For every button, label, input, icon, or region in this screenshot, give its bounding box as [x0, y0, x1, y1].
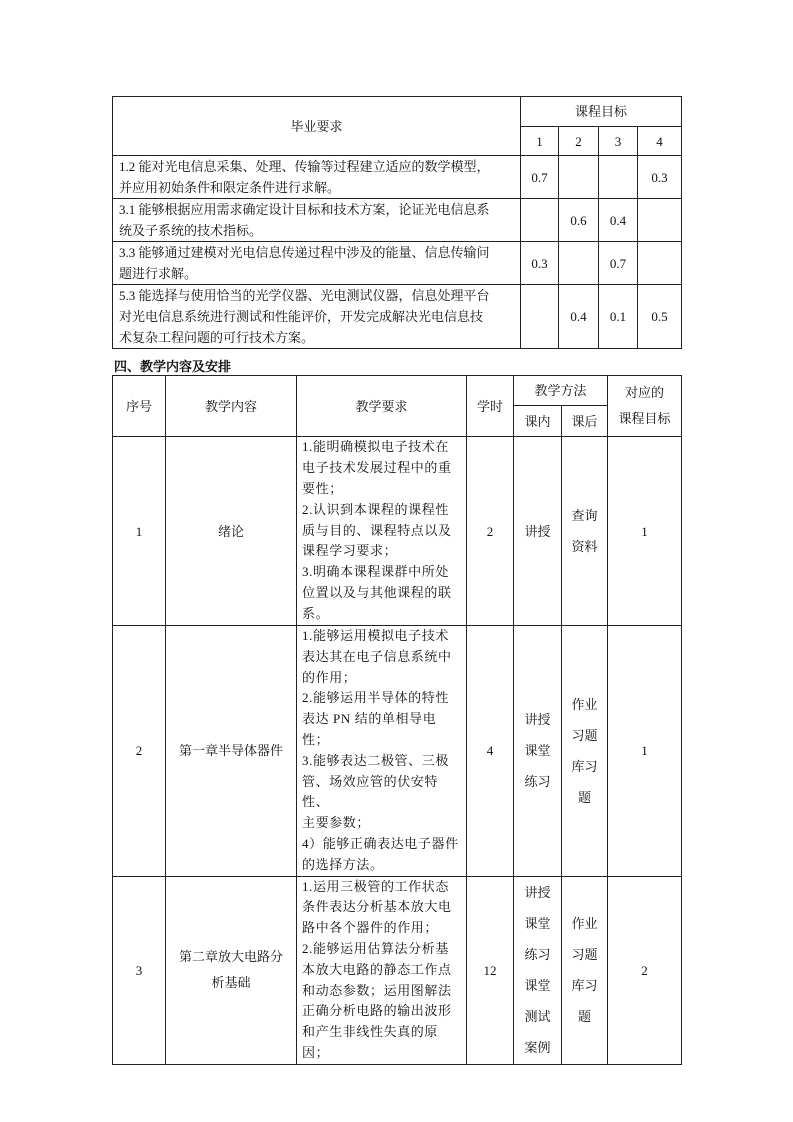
goal-col: 2 — [559, 127, 599, 156]
weight-cell: 0.5 — [638, 285, 682, 349]
header-hours: 学时 — [467, 376, 514, 437]
row-no: 1 — [113, 437, 166, 626]
row-in-class: 讲授 — [514, 437, 562, 626]
weight-cell — [638, 242, 682, 285]
goal-col: 1 — [521, 127, 559, 156]
table-row — [113, 437, 682, 626]
row-goal: 1 — [608, 437, 682, 626]
row-content: 绪论 — [166, 437, 297, 626]
weight-cell: 0.4 — [559, 285, 599, 349]
weight-cell — [559, 242, 599, 285]
row-content: 第二章放大电路分 析基础 — [166, 876, 297, 1064]
row-requirement: 1.运用三极管的工作状态 条件表达分析基本放大电 路中各个器件的作用； 2.能够运用估算法分析基 本放大电路的静态工作点 和动态参数；运用图解法 正确分析电路的输出波形 和产生非线性失真的原 因； — [297, 876, 467, 1064]
row-hours: 4 — [467, 626, 514, 877]
header-course-goal: 课程目标 — [521, 97, 682, 127]
weight-cell: 0.7 — [599, 242, 638, 285]
weight-cell — [521, 199, 559, 242]
table-row — [113, 242, 682, 285]
table-row — [113, 626, 682, 877]
weight-cell: 0.4 — [599, 199, 638, 242]
table-row — [113, 876, 682, 1064]
requirement-text: 5.3 能选择与使用恰当的光学仪器、光电测试仪器，信息处理平台 对光电信息系统进行测试和性能评价，开发完成解决光电信息技 术复杂工程问题的可行技术方案。 — [113, 285, 521, 349]
row-in-class: 讲授 课堂 练习 — [514, 626, 562, 877]
header-requirement: 教学要求 — [297, 376, 467, 437]
table-row — [113, 285, 682, 349]
weight-cell — [638, 199, 682, 242]
row-after-class: 查询 资料 — [562, 437, 608, 626]
requirement-text: 1.2 能对光电信息采集、处理、传输等过程建立适应的数学模型， 并应用初始条件和限定条件进行求解。 — [113, 156, 521, 199]
header-in-class: 课内 — [514, 406, 562, 437]
row-after-class: 作业 习题 库习 题 — [562, 626, 608, 877]
header-goal: 对应的 课程目标 — [608, 376, 682, 437]
teaching-content-table — [112, 375, 682, 1065]
weight-cell: 0.3 — [521, 242, 559, 285]
row-no: 2 — [113, 626, 166, 877]
row-hours: 2 — [467, 437, 514, 626]
header-graduation-requirement: 毕业要求 — [113, 97, 521, 156]
row-no: 3 — [113, 876, 166, 1064]
requirement-text: 3.1 能够根据应用需求确定设计目标和技术方案，论证光电信息系 统及子系统的技术指标。 — [113, 199, 521, 242]
weight-cell — [599, 156, 638, 199]
graduation-requirements-table — [112, 96, 682, 349]
row-content: 第一章半导体器件 — [166, 626, 297, 877]
row-hours: 12 — [467, 876, 514, 1064]
header-content: 教学内容 — [166, 376, 297, 437]
goal-col: 4 — [638, 127, 682, 156]
header-after-class: 课后 — [562, 406, 608, 437]
row-after-class: 作业 习题 库习 题 — [562, 876, 608, 1064]
table-row — [113, 156, 682, 199]
weight-cell: 0.3 — [638, 156, 682, 199]
weight-cell: 0.1 — [599, 285, 638, 349]
weight-cell — [521, 285, 559, 349]
weight-cell: 0.7 — [521, 156, 559, 199]
header-no: 序号 — [113, 376, 166, 437]
goal-col: 3 — [599, 127, 638, 156]
table-row — [113, 199, 682, 242]
section-title: 四、教学内容及安排 — [114, 360, 232, 375]
row-requirement: 1.能明确模拟电子技术在 电子技术发展过程中的重 要性； 2.认识到本课程的课程性 质与目的、课程特点以及 课程学习要求； 3.明确本课程课群中所处 位置以及与其他课程的联 系。 — [297, 437, 467, 626]
requirement-text: 3.3 能够通过建模对光电信息传递过程中涉及的能量、信息传输问 题进行求解。 — [113, 242, 521, 285]
weight-cell: 0.6 — [559, 199, 599, 242]
row-in-class: 讲授 课堂 练习 课堂 测试 案例 — [514, 876, 562, 1064]
row-requirement: 1.能够运用模拟电子技术 表达其在电子信息系统中 的作用； 2.能够运用半导体的特性 表达 PN 结的单相导电性； 3.能够表达二极管、三极 管、场效应管的伏安特性、 主要参数； 4）能够正确表达电子器件 的选择方法。 — [297, 626, 467, 877]
row-goal: 1 — [608, 626, 682, 877]
row-goal: 2 — [608, 876, 682, 1064]
weight-cell — [559, 156, 599, 199]
header-method: 教学方法 — [514, 376, 608, 406]
